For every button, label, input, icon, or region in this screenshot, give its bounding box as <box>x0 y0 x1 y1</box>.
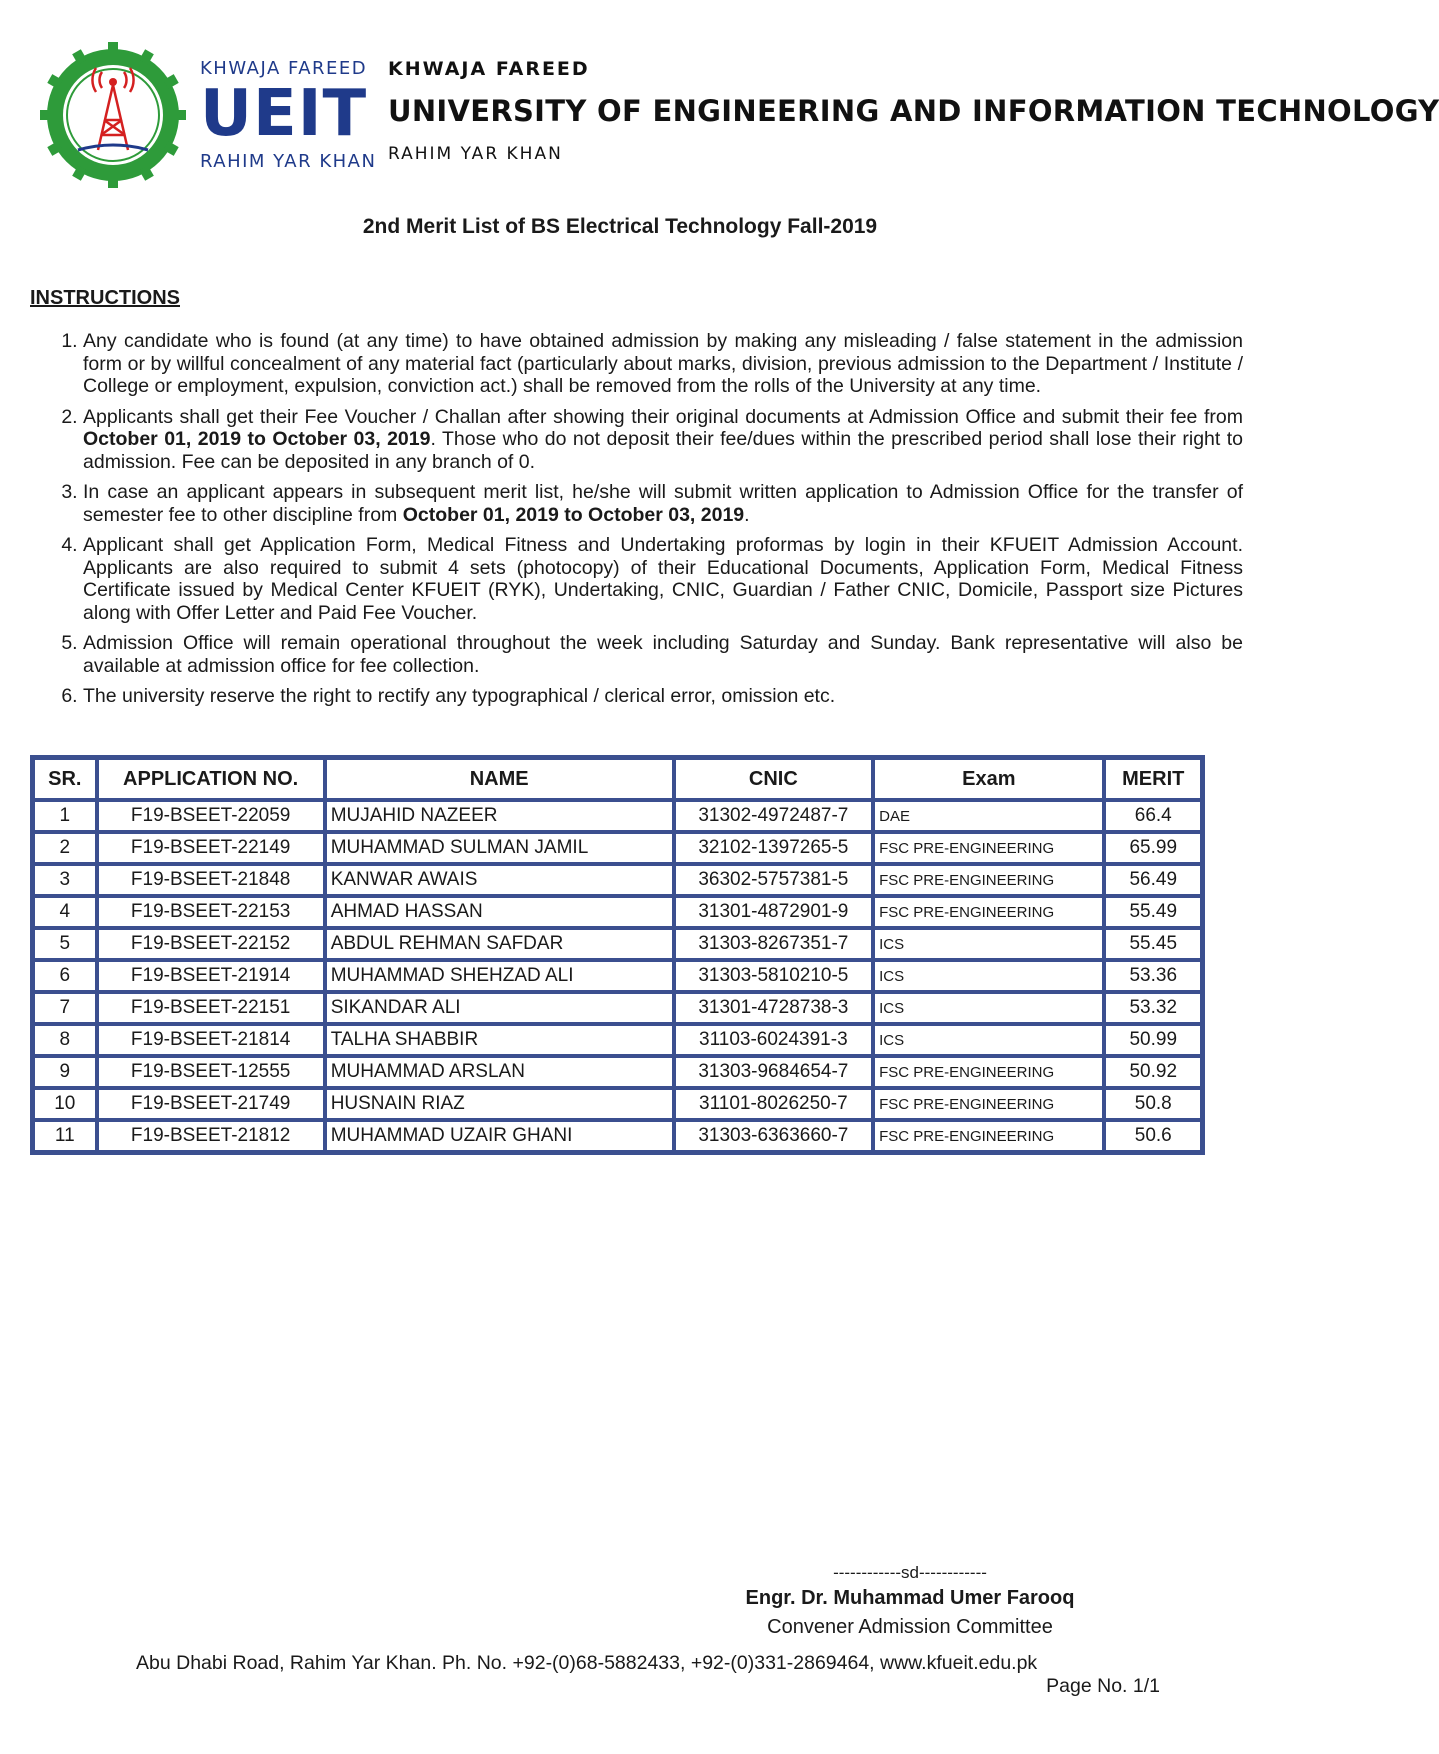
cell-sr: 9 <box>33 1056 97 1088</box>
cell-sr: 1 <box>33 800 97 832</box>
cell-sr: 7 <box>33 992 97 1024</box>
cell-application-no: F19-BSEET-22059 <box>97 800 325 832</box>
table-row <box>33 1088 1202 1120</box>
table-row <box>33 896 1202 928</box>
cell-cnic: 31303-5810210-5 <box>674 960 874 992</box>
cell-exam: DAE <box>873 800 1104 832</box>
university-line-1: KHWAJA FAREED <box>388 58 590 80</box>
col-header-application-no: APPLICATION NO. <box>97 758 325 800</box>
cell-exam: FSC PRE-ENGINEERING <box>873 896 1104 928</box>
university-name-block <box>388 58 1439 164</box>
instruction-item: 5. Admission Office will remain operational throughout the week including Saturday and Sunday. Bank representative will also be available at admission office for fee collection. <box>83 632 1243 677</box>
cell-exam: FSC PRE-ENGINEERING <box>873 1056 1104 1088</box>
cell-application-no: F19-BSEET-21848 <box>97 864 325 896</box>
instructions-heading: INSTRUCTIONS <box>30 287 180 309</box>
cell-merit: 53.36 <box>1104 960 1202 992</box>
cell-application-no: F19-BSEET-21914 <box>97 960 325 992</box>
col-header-cnic: CNIC <box>674 758 874 800</box>
cell-application-no: F19-BSEET-22153 <box>97 896 325 928</box>
cell-application-no: F19-BSEET-22152 <box>97 928 325 960</box>
cell-cnic: 32102-1397265-5 <box>674 832 874 864</box>
cell-application-no: F19-BSEET-22151 <box>97 992 325 1024</box>
cell-exam: FSC PRE-ENGINEERING <box>873 1088 1104 1120</box>
table-row <box>33 992 1202 1024</box>
col-header-sr: SR. <box>33 758 97 800</box>
cell-name: AHMAD HASSAN <box>325 896 674 928</box>
university-line-3: RAHIM YAR KHAN <box>388 144 563 164</box>
cell-sr: 4 <box>33 896 97 928</box>
cell-merit: 66.4 <box>1104 800 1202 832</box>
cell-exam: ICS <box>873 928 1104 960</box>
cell-cnic: 36302-5757381-5 <box>674 864 874 896</box>
table-row <box>33 1056 1202 1088</box>
cell-cnic: 31103-6024391-3 <box>674 1024 874 1056</box>
instruction-item: 6. The university reserve the right to rectify any typographical / clerical error, omission etc. <box>83 685 1243 708</box>
cell-merit: 56.49 <box>1104 864 1202 896</box>
cell-application-no: F19-BSEET-21814 <box>97 1024 325 1056</box>
instruction-item: 4. Applicant shall get Application Form, Medical Fitness and Undertaking proformas by login in their KFUEIT Admission Account. Applicants are also required to submit 4 sets (photocopy) of their Educational Documents, Application Form, Medical Fitness Certificate issued by Medical Center KFUEIT (RYK), Undertaking, CNIC, Guardian / Father CNIC, Domicile, Passport size Pictures along with Offer Letter and Paid Fee Voucher. <box>83 534 1243 624</box>
university-line-2: UNIVERSITY OF ENGINEERING AND INFORMATION TECHNOLOGY <box>388 94 1439 128</box>
cell-merit: 65.99 <box>1104 832 1202 864</box>
cell-name: MUHAMMAD ARSLAN <box>325 1056 674 1088</box>
table-header-row <box>33 758 1202 800</box>
cell-cnic: 31301-4728738-3 <box>674 992 874 1024</box>
signatory-role: Convener Admission Committee <box>767 1616 1053 1638</box>
col-header-name: NAME <box>325 758 674 800</box>
brand-bottom-text: RAHIM YAR KHAN <box>200 151 377 172</box>
cell-exam: FSC PRE-ENGINEERING <box>873 832 1104 864</box>
brand-top-text: KHWAJA FAREED <box>200 58 368 79</box>
cell-sr: 3 <box>33 864 97 896</box>
col-header-merit: MERIT <box>1104 758 1202 800</box>
cell-merit: 55.49 <box>1104 896 1202 928</box>
cell-cnic: 31303-9684654-7 <box>674 1056 874 1088</box>
cell-merit: 50.92 <box>1104 1056 1202 1088</box>
cell-sr: 6 <box>33 960 97 992</box>
brand-wordmark <box>200 58 377 172</box>
cell-application-no: F19-BSEET-12555 <box>97 1056 325 1088</box>
page-number: Page No. 1/1 <box>1046 1675 1160 1697</box>
cell-sr: 11 <box>33 1120 97 1152</box>
university-seal-logo <box>38 40 188 190</box>
instruction-item: 1. Any candidate who is found (at any time) to have obtained admission by making any misleading / false statement in the admission form or by willful concealment of any material fact (particularly about marks, division, previous admission to the Department / Institute / College or employment, expulsion, conviction act.) shall be removed from the rolls of the University at any time. <box>83 330 1243 398</box>
table-row <box>33 1120 1202 1152</box>
col-header-exam: Exam <box>873 758 1104 800</box>
cell-name: MUHAMMAD SULMAN JAMIL <box>325 832 674 864</box>
cell-exam: ICS <box>873 960 1104 992</box>
cell-application-no: F19-BSEET-22149 <box>97 832 325 864</box>
cell-cnic: 31303-6363660-7 <box>674 1120 874 1152</box>
table-row <box>33 960 1202 992</box>
cell-sr: 8 <box>33 1024 97 1056</box>
cell-sr: 10 <box>33 1088 97 1120</box>
cell-merit: 53.32 <box>1104 992 1202 1024</box>
cell-merit: 50.8 <box>1104 1088 1202 1120</box>
cell-application-no: F19-BSEET-21749 <box>97 1088 325 1120</box>
merit-list-table <box>30 755 1205 1155</box>
cell-exam: FSC PRE-ENGINEERING <box>873 864 1104 896</box>
table-row <box>33 832 1202 864</box>
table-row <box>33 864 1202 896</box>
cell-exam: FSC PRE-ENGINEERING <box>873 1120 1104 1152</box>
cell-name: KANWAR AWAIS <box>325 864 674 896</box>
cell-exam: ICS <box>873 1024 1104 1056</box>
footer-address: Abu Dhabi Road, Rahim Yar Khan. Ph. No. +92-(0)68-5882433, +92-(0)331-2869464, www.kfueit.edu.pk <box>136 1652 1038 1674</box>
cell-cnic: 31301-4872901-9 <box>674 896 874 928</box>
instructions-list <box>50 330 1243 716</box>
table-row <box>33 800 1202 832</box>
cell-exam: ICS <box>873 992 1104 1024</box>
cell-sr: 2 <box>33 832 97 864</box>
cell-cnic: 31302-4972487-7 <box>674 800 874 832</box>
cell-merit: 50.99 <box>1104 1024 1202 1056</box>
cell-application-no: F19-BSEET-21812 <box>97 1120 325 1152</box>
instruction-item: 3. In case an applicant appears in subsequent merit list, he/she will submit written application to Admission Office for the transfer of semester fee to other discipline from October 01, 2019 to October 03, 2019. <box>83 481 1243 526</box>
cell-sr: 5 <box>33 928 97 960</box>
signature-sd: ------------sd------------ <box>833 1563 987 1582</box>
cell-cnic: 31303-8267351-7 <box>674 928 874 960</box>
cell-name: HUSNAIN RIAZ <box>325 1088 674 1120</box>
brand-main-text: UEIT <box>200 77 368 151</box>
table-row <box>33 928 1202 960</box>
cell-name: ABDUL REHMAN SAFDAR <box>325 928 674 960</box>
table-row <box>33 1024 1202 1056</box>
document-title: 2nd Merit List of BS Electrical Technology Fall-2019 <box>362 215 878 238</box>
instruction-item: 2. Applicants shall get their Fee Voucher / Challan after showing their original documents at Admission Office and submit their fee from October 01, 2019 to October 03, 2019. Those who do not deposit their fee/dues within the prescribed period shall lose their right to admission. Fee can be deposited in any branch of 0. <box>83 406 1243 474</box>
cell-name: TALHA SHABBIR <box>325 1024 674 1056</box>
cell-name: MUJAHID NAZEER <box>325 800 674 832</box>
cell-name: SIKANDAR ALI <box>325 992 674 1024</box>
cell-name: MUHAMMAD UZAIR GHANI <box>325 1120 674 1152</box>
cell-merit: 50.6 <box>1104 1120 1202 1152</box>
cell-name: MUHAMMAD SHEHZAD ALI <box>325 960 674 992</box>
signatory-name: Engr. Dr. Muhammad Umer Farooq <box>745 1587 1075 1609</box>
cell-cnic: 31101-8026250-7 <box>674 1088 874 1120</box>
cell-merit: 55.45 <box>1104 928 1202 960</box>
